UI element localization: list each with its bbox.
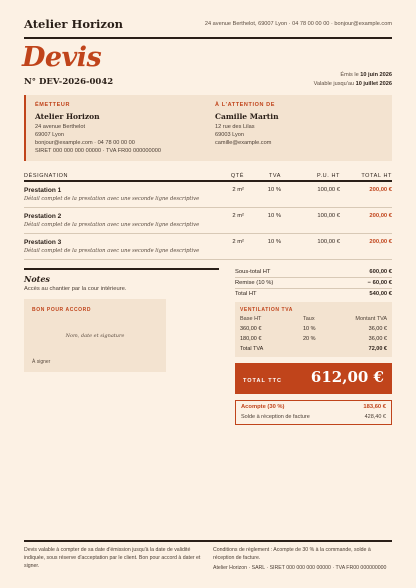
emitter-contact: bonjour@example.com · 04 78 00 00 00	[35, 140, 135, 146]
document-number: N° DEV-2026-0042	[24, 77, 114, 87]
subtotal-label: Sous-total HT	[235, 269, 271, 275]
emitter-legal: SIRET 000 000 000 00000 · TVA FR00 000000000	[35, 148, 161, 154]
col-header-qty: QTÉ	[230, 173, 244, 179]
vat-row-base: 180,00 €	[240, 336, 262, 342]
notes-text: Accès au chantier par la cour intérieure.	[24, 286, 127, 292]
company-contact: 24 avenue Berthelot, 69007 Lyon · 04 78 00 00 00 · bonjour@example.com	[204, 21, 392, 27]
vat-header-amount: Montant TVA	[355, 316, 387, 322]
vat-header-base: Base HT	[240, 316, 262, 322]
recipient-address: 12 rue des Lilas	[215, 124, 255, 130]
recipient-city: 69003 Lyon	[215, 132, 245, 138]
col-header-tva: TVA	[268, 173, 281, 179]
row-qty: 2 m²	[232, 213, 244, 219]
emitter-city: 69007 Lyon	[35, 132, 65, 138]
document-title: Devis	[22, 42, 102, 73]
col-header-designation: DÉSIGNATION	[24, 173, 69, 179]
footer-legal: Atelier Horizon · SARL · SIRET 000 000 000 00000 · TVA FR00 000000000	[213, 565, 387, 571]
table-row	[24, 181, 392, 208]
signature-box[interactable]	[24, 299, 166, 372]
vat-panel	[235, 302, 392, 357]
validity-date-label: Valable jusqu'au	[313, 81, 355, 87]
discount-row	[235, 278, 392, 289]
table-row	[24, 207, 392, 234]
col-header-pu: P.U. HT	[316, 173, 340, 179]
recipient-block	[215, 102, 385, 146]
total-ht-label: Total HT	[235, 291, 257, 297]
emitter-label: ÉMETTEUR	[35, 102, 71, 108]
issue-date-label: Émis le	[340, 72, 359, 78]
row-unit-price: 100,00 €	[317, 239, 340, 245]
company-name: Atelier Horizon	[24, 17, 123, 31]
notes-title: Notes	[24, 274, 50, 284]
row-unit-price: 100,00 €	[317, 187, 340, 193]
total-ttc-value: 612,00 €	[310, 368, 384, 386]
vat-total-label: Total TVA	[240, 346, 264, 352]
validity-date	[314, 81, 392, 87]
vat-row-rate: 20 %	[303, 336, 316, 342]
vat-row-base: 360,00 €	[240, 326, 262, 332]
vat-header-rate: Taux	[303, 316, 315, 322]
signature-status: À signer	[32, 359, 51, 365]
issue-date-value: 10 juin 2026	[360, 72, 392, 78]
emitter-address: 24 avenue Berthelot	[35, 124, 86, 130]
emitter-block	[35, 102, 205, 154]
validity-date-value: 10 juillet 2026	[355, 81, 392, 87]
row-name: Prestation 1	[24, 187, 62, 194]
total-ht-value: 540,00 €	[369, 291, 392, 297]
total-ttc-box	[235, 363, 392, 394]
table-row	[24, 233, 392, 260]
row-description: Détail complet de la prestation avec une seconde ligne descriptive	[24, 222, 200, 228]
deposit-value: 183,60 €	[363, 404, 386, 410]
row-unit-price: 100,00 €	[317, 213, 340, 219]
footer-payment-terms: Conditions de règlement : Acompte de 30 % à la commande, solde à réception de facture.	[213, 547, 371, 561]
vat-label: VENTILATION TVA	[240, 307, 293, 313]
row-qty: 2 m²	[232, 187, 244, 193]
signature-placeholder: Nom, date et signature	[65, 333, 125, 339]
total-ttc-label: TOTAL TTC	[243, 378, 282, 384]
recipient-email: camille@example.com	[215, 140, 272, 146]
row-tva: 10 %	[267, 213, 281, 219]
footer-divider	[24, 540, 392, 542]
vat-row-amount: 36,00 €	[368, 336, 387, 342]
total-ht-row	[235, 289, 392, 300]
subtotal-row	[235, 267, 392, 278]
row-total: 200,00 €	[369, 213, 392, 219]
row-tva: 10 %	[267, 187, 281, 193]
vat-row-rate: 10 %	[303, 326, 316, 332]
balance-label: Solde à réception de facture	[241, 414, 310, 420]
row-description: Détail complet de la prestation avec une seconde ligne descriptive	[24, 196, 200, 202]
row-description: Détail complet de la prestation avec une seconde ligne descriptive	[24, 248, 200, 254]
recipient-name: Camille Martin	[215, 112, 279, 121]
signature-label: BON POUR ACCORD	[32, 307, 92, 313]
row-tva: 10 %	[267, 239, 281, 245]
col-header-total: TOTAL HT	[361, 173, 392, 179]
discount-label: Remise (10 %)	[235, 280, 274, 286]
row-name: Prestation 3	[24, 239, 62, 246]
row-total: 200,00 €	[369, 239, 392, 245]
issue-date	[340, 72, 392, 78]
footer-validity-note: Devis valable à compter de sa date d'émission jusqu'à la date de validité indiquée, sous réserve d'acceptation par le client. Bon pour accord à dater et signer.	[24, 547, 201, 569]
vat-row-amount: 36,00 €	[368, 326, 387, 332]
row-name: Prestation 2	[24, 213, 62, 220]
emitter-name: Atelier Horizon	[35, 112, 100, 121]
discount-value: − 60,00 €	[367, 280, 392, 286]
vat-total-value: 72,00 €	[368, 346, 387, 352]
notes-divider	[24, 268, 219, 270]
deposit-box	[235, 400, 392, 425]
subtotal-value: 600,00 €	[369, 269, 392, 275]
header-divider	[24, 37, 392, 39]
parties-panel	[24, 95, 392, 161]
recipient-label: À L'ATTENTION DE	[215, 102, 275, 108]
deposit-label: Acompte (30 %)	[241, 404, 285, 410]
balance-value: 428,40 €	[364, 414, 386, 420]
row-total: 200,00 €	[369, 187, 392, 193]
row-qty: 2 m²	[232, 239, 244, 245]
